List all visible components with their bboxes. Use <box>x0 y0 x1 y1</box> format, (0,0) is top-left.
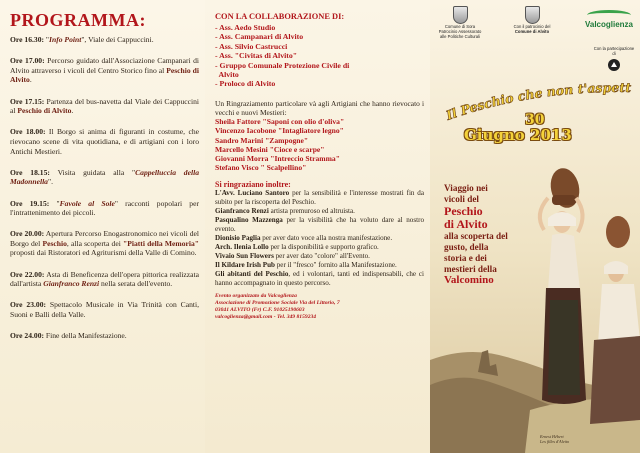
programme-text: " <box>44 35 50 44</box>
programme-highlight: Favole al Sole <box>59 198 115 208</box>
programme-time: Ore 24.00: <box>10 331 45 341</box>
thanks-text: per aver dato "colore" all'Evento. <box>273 251 370 260</box>
collaborator-item: - Ass. "Civitas di Alvito" <box>215 51 298 61</box>
organizer-line: Associazione di Promozione Sociale Via del Littorio, 7 <box>215 300 340 307</box>
painting-title: Les filles d'Alvito <box>540 439 570 444</box>
programme-text: Apertura Percorso Enogastronomico nei vicoli del Borgo del <box>10 229 199 248</box>
programme-item <box>10 270 199 289</box>
trip-line: Viaggio nei <box>444 183 488 193</box>
thanks-name: Dionisio Paglia <box>215 234 261 242</box>
collaborator-item: Alvito <box>215 70 239 80</box>
thanks-name: L'Avv. Luciano Santoro <box>215 189 290 198</box>
logo-caption: Comune di Sora Patrocinio Assessorato alle Politiche Culturali <box>438 24 482 39</box>
trip-line: storia e dei <box>444 253 487 263</box>
programme-item <box>10 35 199 45</box>
painting-artist: Ernest Hébert <box>540 434 564 439</box>
event-day: 30 <box>525 112 545 128</box>
programme-text: Percorso guidato dall'Associazione Campanari di Alvito attraverso i vicoli del Centro Storico fino al <box>10 56 199 75</box>
logo-caption: Con la partecipazione di <box>593 46 635 56</box>
valcoglienza-wordmark: Valcoglienza <box>584 20 634 29</box>
logo-comune-alvito <box>502 6 562 34</box>
thanks-item <box>215 234 424 243</box>
thanks-item <box>215 270 424 288</box>
programme-time: Ore 23.00: <box>10 300 47 310</box>
artisan-item: Marcello Mesini "Cioce e scarpe" <box>215 144 325 154</box>
woman-right-figure <box>590 216 640 424</box>
artisan-item: Vincenzo Iacobone "Intagliatore legno" <box>215 126 344 136</box>
thanks-name: Gianfranco Renzi <box>215 207 269 216</box>
programme-text: " <box>49 198 60 208</box>
artisan-item: Sheila Fattore "Saponi con olio d'oliva" <box>215 117 345 127</box>
programme-text: Asta di Beneficenza dell'opera pittorica realizzata dall'artista <box>10 269 199 289</box>
thanks-text: per la disponibilità e supporto grafico. <box>268 242 379 251</box>
programme-item <box>10 331 199 341</box>
programme-text: . <box>71 106 74 116</box>
collaborator-item: - Proloco di Alvito <box>215 79 276 89</box>
artisan-item: Giovanni Morra "Intreccio Stramma" <box>215 154 340 164</box>
programme-item <box>10 300 199 319</box>
collaborator-item: - Ass. Silvio Castrucci <box>215 41 288 51</box>
programme-highlight: Info Point <box>49 35 82 44</box>
thanks-item <box>215 216 424 234</box>
programme-time: Ore 19.15: <box>10 198 50 208</box>
alvito-crest-icon <box>525 6 540 24</box>
logo-comune-sora <box>438 6 482 39</box>
thanks-name: Arch. Ilenia Lollo <box>215 242 269 251</box>
trip-place: di Alvito <box>444 217 488 231</box>
trip-line: mestieri della <box>444 264 497 274</box>
thanks-item <box>215 189 424 207</box>
collaboration-list <box>215 23 424 89</box>
trip-line: vicoli del <box>444 194 479 204</box>
programme-item <box>10 199 199 218</box>
artisans-intro: Un Ringraziamento particolare và agli Artigiani che hanno rievocato i vecchi e nuovi Mestieri: <box>215 98 424 118</box>
programme-highlight: "Piatti della Memoria" <box>123 238 200 248</box>
thanks-item <box>215 243 424 252</box>
programme-item <box>10 168 199 187</box>
collaborator-item: - Ass. Campanari di Alvito <box>215 32 304 42</box>
programme-text: Partenza del bus-navetta dal Viale dei Cappuccini al <box>10 96 199 116</box>
painting-credit <box>540 434 569 444</box>
organizer-line: Evento organizzato da Valcoglienza <box>215 293 297 300</box>
programme-text: Il Borgo si anima di figuranti in costume, che rievocano scene di vita quotidiana, e di artigiani con i loro Antichi Mestieri. <box>10 127 199 156</box>
programme-title: PROGRAMMA: <box>10 10 146 30</box>
programme-text: nella serata dell'evento. <box>99 279 173 289</box>
programme-text: ". <box>47 177 53 187</box>
programme-highlight: Gianfranco Renzi <box>43 279 100 289</box>
trip-place: Peschio <box>444 204 483 218</box>
thanks-item <box>215 252 424 261</box>
organizer-line: 03041 ALVITO (Fr) C.F. 91025190603 <box>215 307 305 314</box>
thanks-item <box>215 261 424 270</box>
artisan-item: Stefano Visco " Scalpellino" <box>215 163 307 173</box>
trip-line: alla scoperta del <box>444 231 508 241</box>
logo-caption: Con il patrocinio del <box>513 24 551 29</box>
thanks-name: Vivaio Sun Flowers <box>215 251 274 260</box>
artisans-list <box>215 117 424 172</box>
programme-highlight: Cappelluccia della Madonnella <box>10 167 199 187</box>
thanks-name: Il Kildare Irish Pub <box>215 260 275 269</box>
programme-text: Fine della Manifestazione. <box>44 331 127 341</box>
programme-time: Ore 22.00: <box>10 269 45 279</box>
programme-item <box>10 97 199 116</box>
programme-item <box>10 56 199 85</box>
logo-caption: Comune di Alvito <box>514 29 550 34</box>
programme-time: Ore 18.15: <box>10 167 50 177</box>
programme-time: Ore 20.00: <box>10 229 45 239</box>
collaborator-item: - Ass. Aedo Studio <box>215 23 276 32</box>
thanks-text: per la visibilità che ha voluto dare al nostro evento. <box>215 216 424 234</box>
thanks-title: Si ringraziano inoltre: <box>215 180 291 190</box>
programme-time: Ore 18.00: <box>10 127 46 137</box>
credits-column <box>205 0 430 453</box>
trip-valley: Valcomino <box>444 274 494 286</box>
organizer-contact: valcoglienza@gmail.com - Tel. 349 8159234 <box>215 314 317 321</box>
thanks-item <box>215 207 424 216</box>
programme-time: Ore 17.15: <box>10 96 45 106</box>
collaborator-item: - Gruppo Comunale Protezione Civile di <box>215 60 350 70</box>
artisan-item: Sandro Marini "Zampogne" <box>215 135 309 145</box>
programme-highlight: Peschio di Alvito <box>10 65 199 85</box>
thanks-name: Gli abitanti del Peschio <box>215 269 289 278</box>
programme-list <box>10 35 199 341</box>
thanks-text: per la sensibilità e l'interesse mostrati fin da subito per la riscoperta del Peschio. <box>215 189 425 207</box>
trip-description <box>444 183 554 286</box>
programme-column <box>0 0 205 453</box>
programme-time: Ore 17.00: <box>10 56 45 66</box>
thanks-text: , ed i volontari, tanti ed indispensabili, che ci hanno accompagnato in questo percorso. <box>215 269 424 287</box>
event-month: Giugno 2013 <box>464 126 572 144</box>
programme-item <box>10 229 199 258</box>
logo-partner <box>592 46 636 72</box>
programme-text: Visita guidata alla " <box>49 167 136 177</box>
programme-text: , alla scoperta dei <box>66 238 123 248</box>
logo-valcoglienza <box>580 10 638 29</box>
programme-highlight: Peschio <box>42 238 67 248</box>
thanks-text: artista premuroso ed altruista. <box>268 207 355 216</box>
sora-crest-icon <box>453 6 468 24</box>
programme-text: Spettacolo Musicale in Via Trinità con Canti, Suoni e Balli della Valle. <box>10 300 200 320</box>
programme-text: ", Viale dei Cappuccini. <box>81 35 154 44</box>
programme-text: . <box>29 75 32 85</box>
valcoglienza-swoosh-icon <box>587 10 631 20</box>
organizer-block <box>215 293 424 321</box>
thanks-text: per aver dato voce alla nostra manifestazione. <box>260 234 393 242</box>
partner-icon <box>607 58 621 72</box>
sponsor-logos <box>430 6 640 68</box>
programme-text: proposti dai Ristoratori ed Agriturismi della Valle di Comino. <box>10 248 197 258</box>
thanks-text: per il "fresco" fornito alla Manifestazione. <box>274 260 397 269</box>
programme-time: Ore 16.30: <box>10 35 45 44</box>
trip-line: gusto, della <box>444 242 489 252</box>
tagline-text: Il Peschio che non t'aspetti... <box>439 72 632 123</box>
programme-text: " racconti popolari per l'intrattenimento dei piccoli. <box>10 198 199 218</box>
programme-item <box>10 127 199 156</box>
programme-highlight: Peschio di Alvito <box>17 106 72 116</box>
cover-column <box>430 0 640 453</box>
thanks-list <box>215 189 424 287</box>
collaboration-title: CON LA COLLABORAZIONE DI: <box>215 12 345 21</box>
thanks-name: Pasqualino Mazzenga <box>215 216 283 225</box>
